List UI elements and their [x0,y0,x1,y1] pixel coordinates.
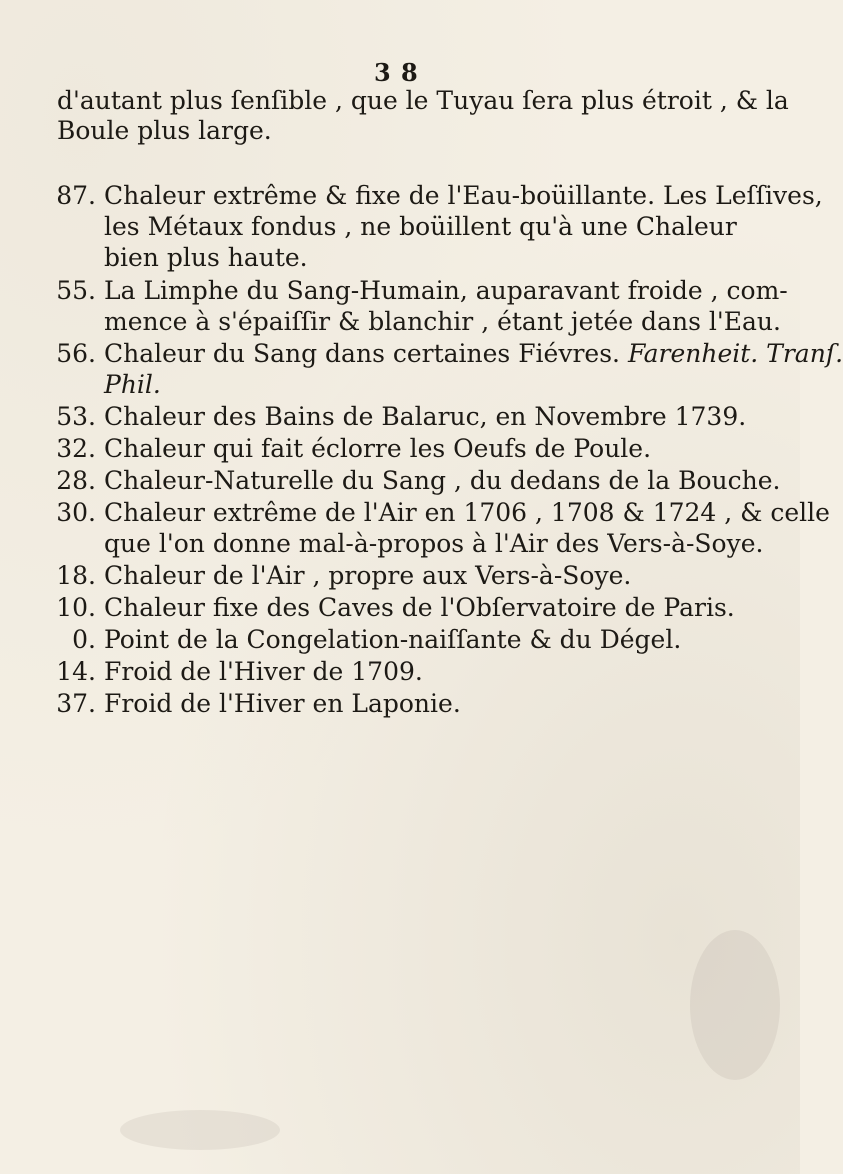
entry-degree: 55. [56,276,96,305]
entry-degree: 14. [56,657,96,686]
entry-text: Chaleur qui fait éclorre les Oeufs de Poule. [104,434,652,463]
entry-text: les Métaux fondus , ne boüillent qu'à une Chaleur [104,212,737,241]
page-number: 3 8 [374,58,419,87]
entry-degree: 18. [56,561,96,590]
entry-line [104,338,843,369]
scale-entry [52,338,843,400]
paper-stain [120,1110,280,1150]
entry-text: que l'on donne mal-à-propos à l'Air des Vers-à-Soye. [104,529,764,558]
entry-degree: 56. [56,339,96,368]
scale-entry [52,465,781,496]
entry-text: Chaleur-Naturelle du Sang , du dedans de la Bouche. [104,466,781,495]
scale-entry [52,592,772,623]
thermometer-scale-list [52,180,843,720]
entry-text: Chaleur fixe des Caves de l'Obſervatoire de Paris. [104,593,735,622]
entry-degree: 32. [56,434,96,463]
entry-text: Point de la Congelation-naiſſante & du Dégel. [104,625,682,654]
entry-text: Chaleur extrême de l'Air en 1706 , 1708 & 1724 , & celle [104,498,830,527]
intro-paragraph [57,86,789,146]
paper-stain [690,930,780,1080]
scale-entry [52,688,772,719]
entry-text: Chaleur extrême & fixe de l'Eau-boüillante. Les Leſſives, [104,181,823,210]
entry-text: La Limphe du Sang-Humain, auparavant froide , com- [104,276,788,305]
intro-line: Boule plus large. [57,116,272,145]
scale-entry [52,560,772,591]
entry-text: bien plus haute. [104,243,308,272]
entry-degree: 28. [56,466,96,495]
entry-text: Froid de l'Hiver en Laponie. [104,689,461,718]
scale-entry [52,275,788,337]
entry-degree: 10. [56,593,96,622]
entry-citation: Farenheit. Tranſ. [627,339,843,368]
scale-entry [52,497,830,559]
entry-text: Froid de l'Hiver de 1709. [104,657,423,686]
entry-text: Chaleur de l'Air , propre aux Vers-à-Soye. [104,561,632,590]
entry-text: Chaleur du Sang dans certaines Fiévres. [104,339,628,368]
entry-text: mence à s'épaiſſir & blanchir , étant jetée dans l'Eau. [104,307,781,336]
entry-degree: 0. [72,625,96,654]
entry-degree: 87. [56,181,96,210]
entry-text: Chaleur des Bains de Balaruc, en Novembre 1739. [104,402,747,431]
intro-line: d'autant plus ſenſible , que le Tuyau ſera plus étroit , & la [57,86,789,115]
entry-citation: Phil. [104,370,161,399]
scale-entry [52,656,772,687]
scale-entry [52,433,772,464]
entry-degree: 53. [56,402,96,431]
entry-degree: 37. [56,689,96,718]
scale-entry [52,624,772,655]
scale-entry [52,401,772,432]
entry-degree: 30. [56,498,96,527]
scale-entry [52,180,823,273]
